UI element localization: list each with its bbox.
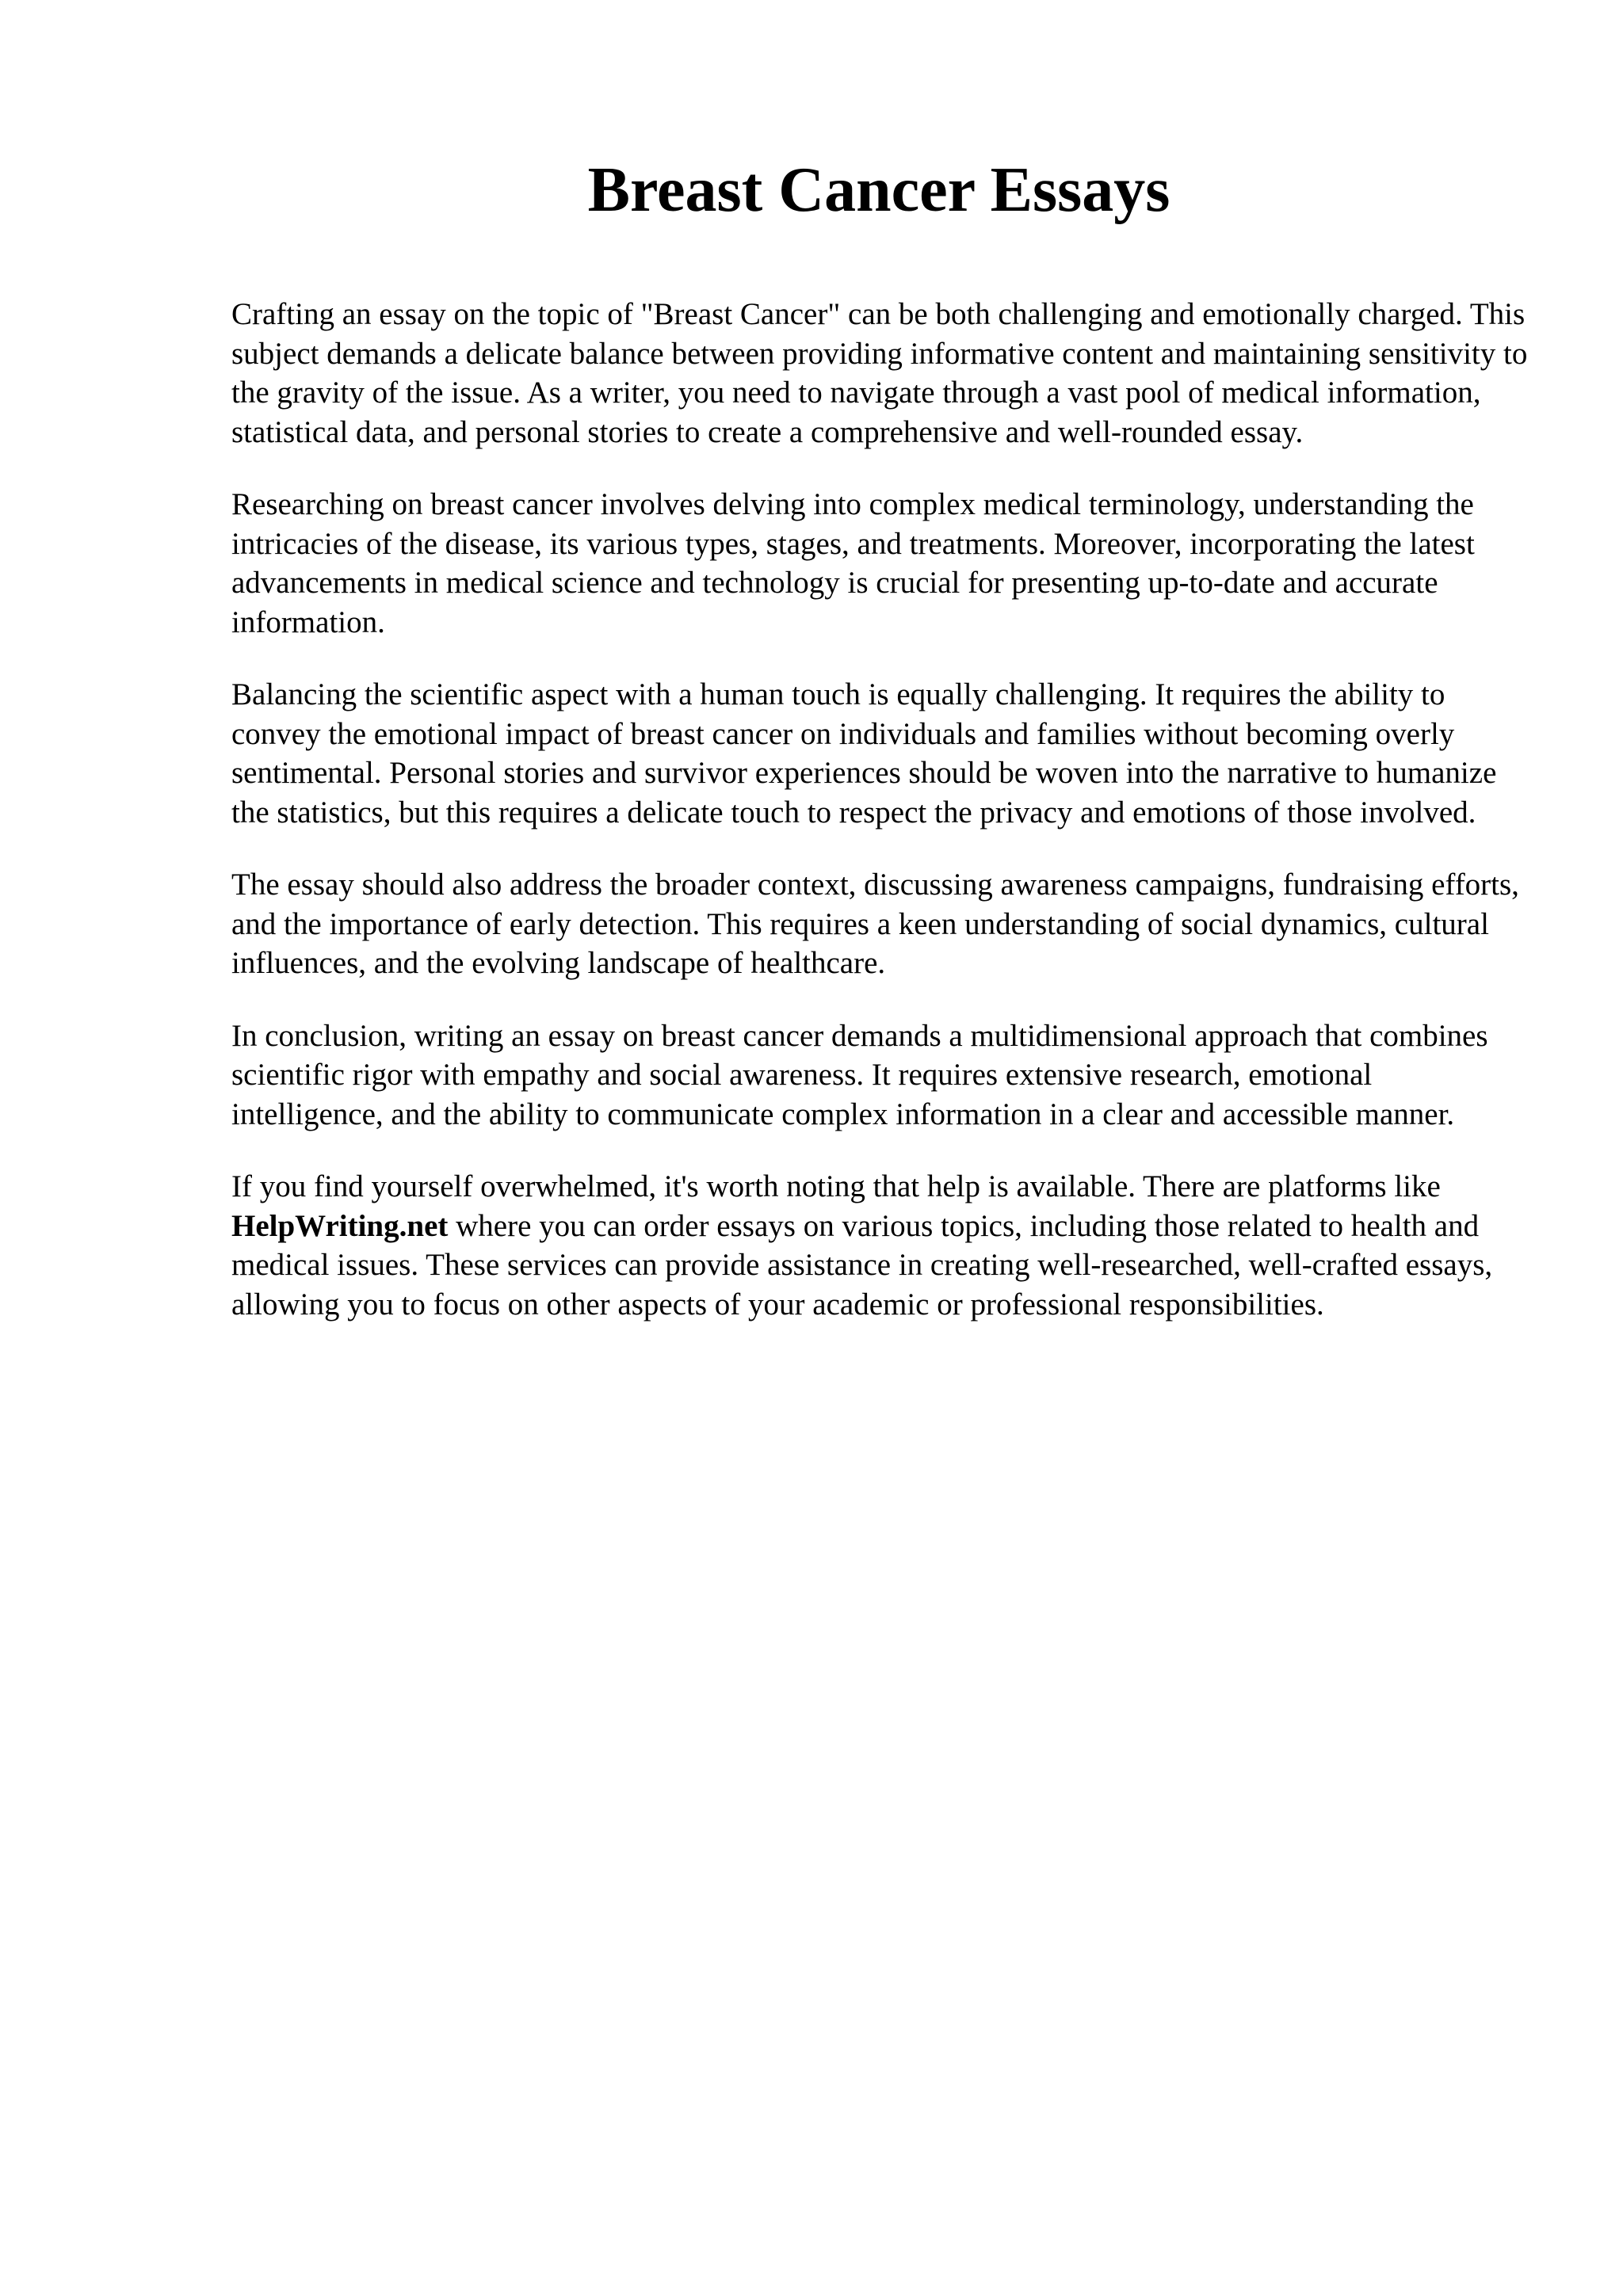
paragraph-intro: Crafting an essay on the topic of "Breast Cancer" can be both challenging and emotionally charged. This subject demands a delicate balance between providing informative content and maintaining sensitivity to the gravity of the issue. As a writer, you need to navigate through a vast pool of medical information, statistical data, and personal stories to create a comprehensive and well-rounded essay. [231,297,1528,449]
help-text-before: If you find yourself overwhelmed, it's worth noting that help is available. There are platforms like [231,1169,1441,1203]
paragraph-context: The essay should also address the broader context, discussing awareness campaigns, fundraising efforts, and the importance of early detection. This requires a keen understanding of social dynamics, cultural influences, and the evolving landscape of healthcare. [231,868,1519,980]
paragraph-balance: Balancing the scientific aspect with a human touch is equally challenging. It requires the ability to convey the emotional impact of breast cancer on individuals and families without becoming overly sentimental. Personal stories and survivor experiences should be woven into the narrative to humanize the statistics, but this requires a delicate touch to respect the privacy and emotions of those involved. [231,677,1497,830]
paragraph-research: Researching on breast cancer involves delving into complex medical terminology, understanding the intricacies of the disease, its various types, stages, and treatments. Moreover, incorporating the latest advancements in medical science and technology is crucial for presenting up-to-date and accurate information. [231,487,1475,639]
paragraph-help [231,1167,1531,1324]
page-title: Breast Cancer Essays [587,155,1170,225]
essay-body [231,295,1531,1324]
help-text-after: where you can order essays on various topics, including those related to health and medical issues. These services can provide assistance in creating well-researched, well-crafted essays, allowing you to focus on other aspects of your academic or professional responsibilities. [231,1208,1493,1322]
paragraph-conclusion: In conclusion, writing an essay on breast cancer demands a multidimensional approach that combines scientific rigor with empathy and social awareness. It requires extensive research, emotional intelligence, and the ability to communicate complex information in a clear and accessible manner. [231,1018,1488,1131]
helpwriting-link[interactable]: HelpWriting.net [231,1208,449,1243]
